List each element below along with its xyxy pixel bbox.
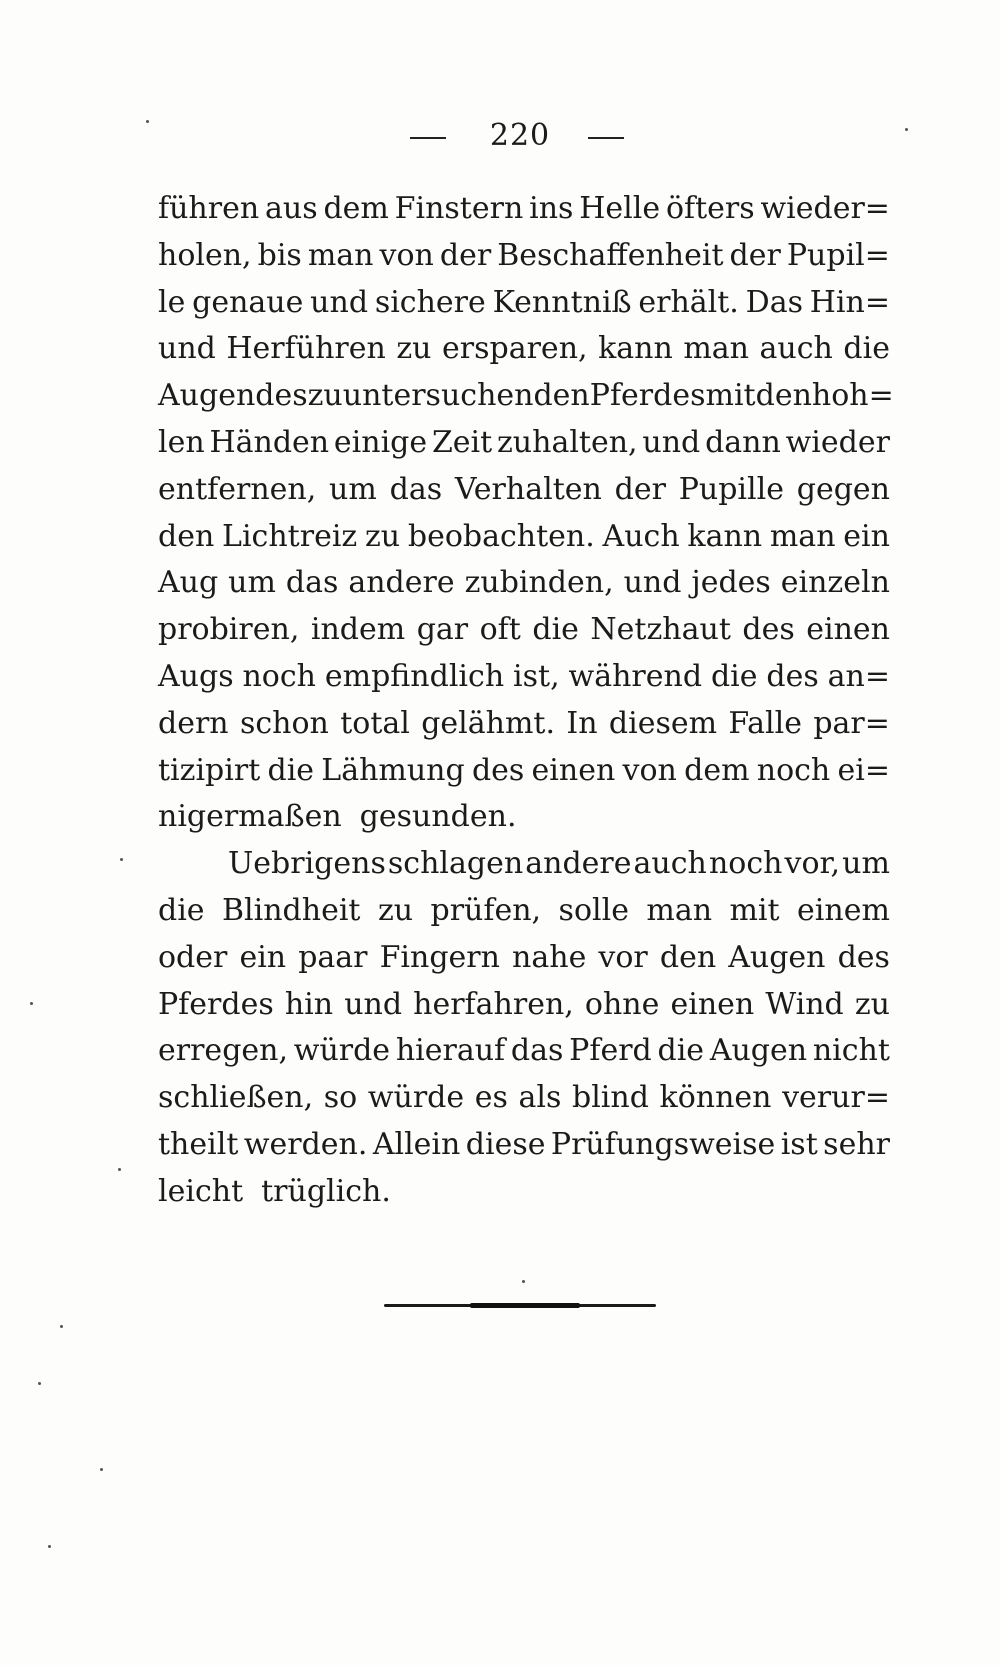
text-line: dern schon total gelähmt. In diesem Falle par= [158,705,890,741]
paper-speck [100,1468,103,1471]
text-line: und Herführen zu ersparen, kann man auch die [158,331,890,367]
paper-speck [146,120,149,123]
text-line: le genaue und sichere Kenntniß erhält. Das Hin= [158,284,890,320]
text-line: die Blindheit zu prüfen, solle man mit einem [158,892,890,928]
paper-speck [118,1168,121,1171]
text-line: probiren, indem gar oft die Netzhaut des einen [158,612,890,648]
text-line: holen, bis man von der Beschaffenheit der Pupil= [158,237,890,273]
text-line: len Händen einige Zeit zuhalten, und dann wieder [158,424,890,460]
end-rule-center [470,1303,580,1308]
text-line: theilt werden. Allein diese Prüfungsweise ist sehr [158,1126,890,1162]
text-line: erregen, würde hierauf das Pferd die Augen nicht [158,1033,890,1069]
paper-speck [905,128,908,131]
text-line: tizipirt die Lähmung des einen von dem noch ei= [158,752,890,788]
paper-speck [522,1280,525,1283]
text-line: Pferdes hin und herfahren, ohne einen Wind zu [158,986,890,1022]
paper-speck [60,1325,63,1328]
paper-speck [120,858,123,861]
text-line: oder ein paar Fingern nahe vor den Augen des [158,939,890,975]
page-header [0,118,1000,158]
header-dash-left [410,137,446,139]
paper-speck [30,1002,33,1005]
text-line: den Lichtreiz zu beobachten. Auch kann man ein [158,518,890,554]
text-line: Uebrigens schlagen andere auch noch vor, um [228,846,890,882]
header-dash-right [588,137,624,139]
paper-speck [38,1382,41,1385]
text-line: leicht trüglich. [158,1173,391,1209]
text-line: Augs noch empfindlich ist, während die des an= [158,658,890,694]
text-line: Augen des zu untersuchenden Pferdes mit den hoh= [158,378,894,414]
text-line: nigermaßen gesunden. [158,799,517,835]
text-line: Aug um das andere zubinden, und jedes einzeln [158,565,890,601]
page-number: 220 [489,118,551,153]
text-line: entfernen, um das Verhalten der Pupille gegen [158,471,890,507]
text-line: führen aus dem Finstern ins Helle öfters wieder= [158,191,890,226]
body-text [158,186,894,1216]
text-line: schließen, so würde es als blind können verur= [158,1080,890,1116]
paper-speck [48,1545,51,1548]
